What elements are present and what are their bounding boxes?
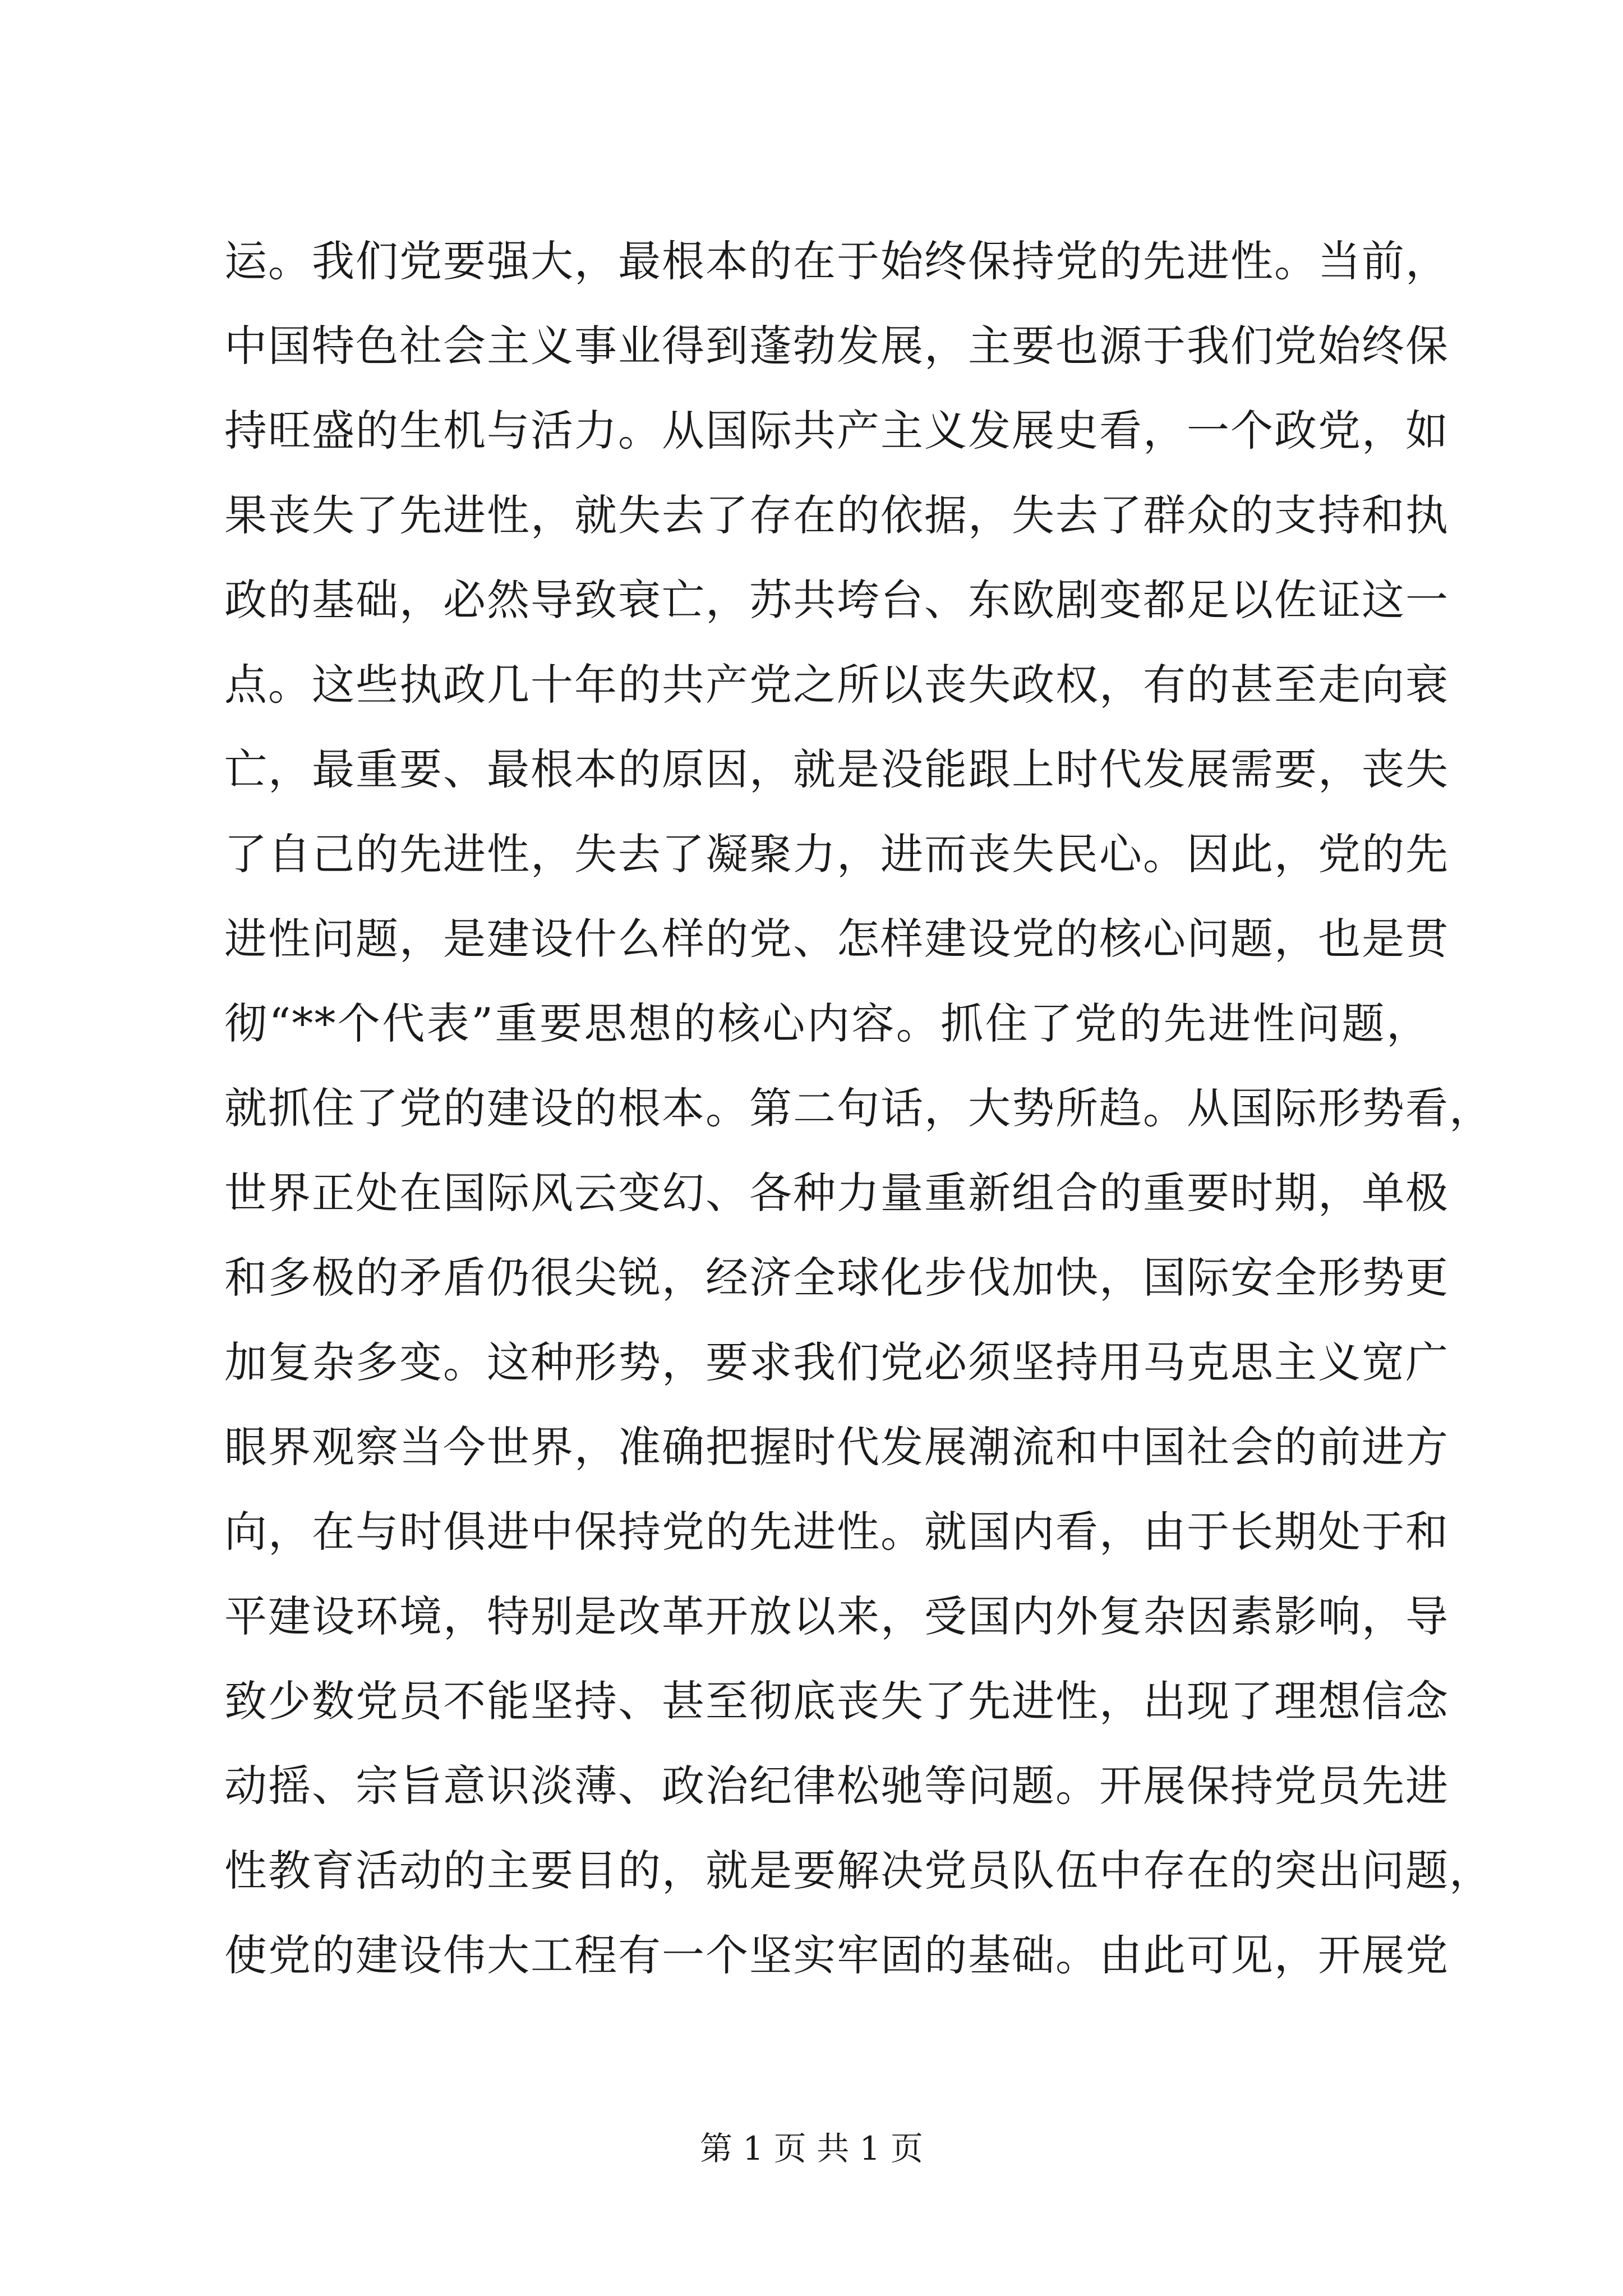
text-line-18: 致少数党员不能坚持、甚至彻底丧失了先进性，出现了理想信念 — [224, 1676, 1449, 1726]
text-line-1: 运。我们党要强大，最根本的在于始终保持党的先进性。当前， — [224, 236, 1449, 286]
text-line-13: 和多极的矛盾仍很尖锐，经济全球化步伐加快，国际安全形势更 — [224, 1253, 1449, 1303]
body-text — [224, 219, 1493, 1998]
text-line-21: 使党的建设伟大工程有一个坚实牢固的基础。由此可见，开展党 — [224, 1930, 1449, 1980]
text-line-7: 亡，最重要、最根本的原因，就是没能跟上时代发展需要，丧失 — [224, 744, 1449, 794]
text-line-10: 彻“**个代表”重要思想的核心内容。抓住了党的先进性问题， — [224, 999, 1430, 1048]
text-line-17: 平建设环境，特别是改革开放以来，受国内外复杂因素影响，导 — [224, 1591, 1449, 1641]
page-number-label: 第 1 页 共 1 页 — [700, 2129, 923, 2168]
text-line-12: 世界正处在国际风云变幻、各种力量重新组合的重要时期，单极 — [224, 1168, 1449, 1218]
text-line-4: 果丧失了先进性，就失去了存在的依据，失去了群众的支持和执 — [224, 490, 1449, 540]
text-line-19: 动摇、宗旨意识淡薄、政治纪律松驰等问题。开展保持党员先进 — [224, 1761, 1449, 1811]
text-line-5: 政的基础，必然导致衰亡，苏共垮台、东欧剧变都足以佐证这一 — [224, 575, 1449, 625]
text-line-9: 进性问题，是建设什么样的党、怎样建设党的核心问题，也是贯 — [224, 914, 1449, 964]
text-line-16: 向，在与时俱进中保持党的先进性。就国内看，由于长期处于和 — [224, 1507, 1449, 1557]
text-line-8: 了自己的先进性，失去了凝聚力，进而丧失民心。因此，党的先 — [224, 829, 1449, 879]
text-line-11: 就抓住了党的建设的根本。第二句话，大势所趋。从国际形势看， — [224, 1083, 1493, 1133]
text-line-20: 性教育活动的主要目的，就是要解决党员队伍中存在的突出问题， — [224, 1846, 1493, 1895]
text-line-15: 眼界观察当今世界，准确把握时代发展潮流和中国社会的前进方 — [224, 1422, 1449, 1472]
text-line-3: 持旺盛的生机与活力。从国际共产主义发展史看，一个政党，如 — [224, 406, 1449, 455]
text-line-14: 加复杂多变。这种形势，要求我们党必须坚持用马克思主义宽广 — [224, 1337, 1449, 1387]
text-line-6: 点。这些执政几十年的共产党之所以丧失政权，有的甚至走向衰 — [224, 660, 1449, 710]
page-footer — [0, 2126, 1623, 2171]
text-line-2: 中国特色社会主义事业得到蓬勃发展，主要也源于我们党始终保 — [224, 321, 1449, 371]
